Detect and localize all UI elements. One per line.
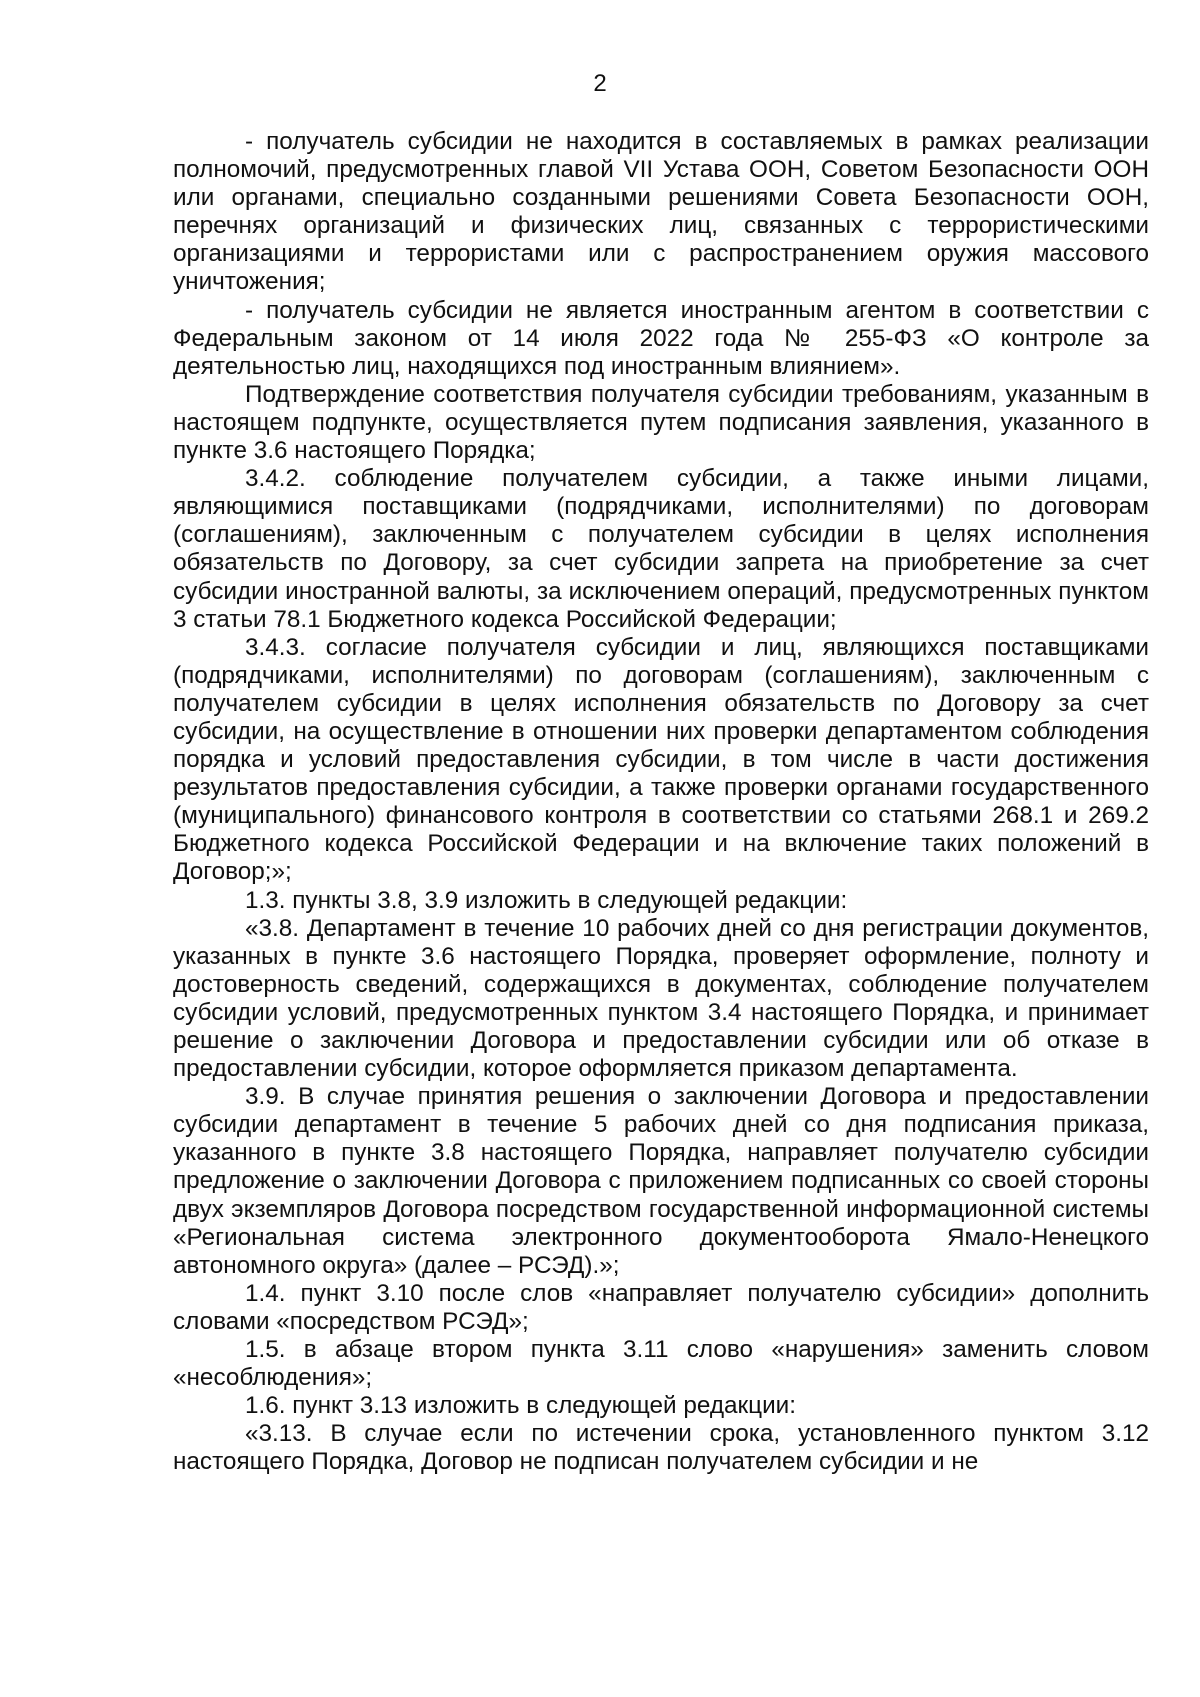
paragraph-terrorist-list-condition: - получатель субсидии не находится в составляемых в рамках реализации полномочий, предусмотренных главой VII Устава ООН, Советом Безопасности ООН или органами, специально созданными решениями Совета Безопасности ООН, перечнях организаций и физических лиц, связанных с террористическими организациями и террористами или с распространением оружия массового уничтожения; <box>173 128 1149 296</box>
page-number: 2 <box>593 70 607 97</box>
paragraph-3-13: «3.13. В случае если по истечении срока, установленного пунктом 3.12 настоящего Порядка, Договор не подписан получателем субсидии и не <box>173 1420 1149 1476</box>
document-body <box>173 128 1149 1477</box>
paragraph-foreign-agent-condition: - получатель субсидии не является иностранным агентом в соответствии с Федеральным законом от 14 июля 2022 года № 255-ФЗ «О контроле за деятельностью лиц, находящихся под иностранным влиянием». <box>173 296 1149 380</box>
paragraph-compliance-confirmation: Подтверждение соответствия получателя субсидии требованиям, указанным в настоящем подпункте, осуществляется путем подписания заявления, указанного в пункте 3.6 настоящего Порядка; <box>173 380 1149 465</box>
paragraph-3-4-2: 3.4.2. соблюдение получателем субсидии, а также иными лицами, являющимися поставщиками (подрядчиками, исполнителями) по договорам (соглашениям), заключенным с получателем субсидии в целях исполнения обязательств по Договору, за счет субсидии запрета на приобретение за счет субсидии иностранной валюты, за исключением операций, предусмотренных пунктом 3 статьи 78.1 Бюджетного кодекса Российской Федерации; <box>173 465 1149 633</box>
paragraph-1-4: 1.4. пункт 3.10 после слов «направляет получателю субсидии» дополнить словами «посредством РСЭД»; <box>173 1279 1149 1335</box>
paragraph-1-6: 1.6. пункт 3.13 изложить в следующей редакции: <box>245 1392 796 1420</box>
paragraph-3-9: 3.9. В случае принятия решения о заключении Договора и предоставлении субсидии департамент в течение 5 рабочих дней со дня подписания приказа, указанного в пункте 3.8 настоящего Порядка, направляет получателю субсидии предложение о заключении Договора с приложением подписанных со своей стороны двух экземпляров Договора посредством государственной информационной системы «Региональная система электронного документооборота Ямало-Ненецкого автономного округа» (далее – РСЭД).»; <box>173 1083 1149 1279</box>
paragraph-3-4-3: 3.4.3. согласие получателя субсидии и лиц, являющихся поставщиками (подрядчиками, исполнителями) по договорам (соглашениям), заключенным с получателем субсидии в целях исполнения обязательств по Договору за счет субсидии, на осуществление в отношении них проверки департаментом соблюдения порядка и условий предоставления субсидии, в том числе в части достижения результатов предоставления субсидии, а также проверки органами государственного (муниципального) финансового контроля в соответствии со статьями 268.1 и 269.2 Бюджетного кодекса Российской Федерации и на включение таких положений в Договор;»; <box>173 633 1149 886</box>
paragraph-1-3: 1.3. пункты 3.8, 3.9 изложить в следующей редакции: <box>245 886 848 914</box>
paragraph-1-5: 1.5. в абзаце втором пункта 3.11 слово «нарушения» заменить словом «несоблюдения»; <box>173 1336 1149 1392</box>
paragraph-3-8: «3.8. Департамент в течение 10 рабочих дней со дня регистрации документов, указанных в пункте 3.6 настоящего Порядка, проверяет оформление, полноту и достоверность сведений, содержащихся в документах, соблюдение получателем субсидии условий, предусмотренных пунктом 3.4 настоящего Порядка, и принимает решение о заключении Договора и предоставлении субсидии или об отказе в предоставлении субсидии, которое оформляется приказом департамента. <box>173 914 1149 1083</box>
